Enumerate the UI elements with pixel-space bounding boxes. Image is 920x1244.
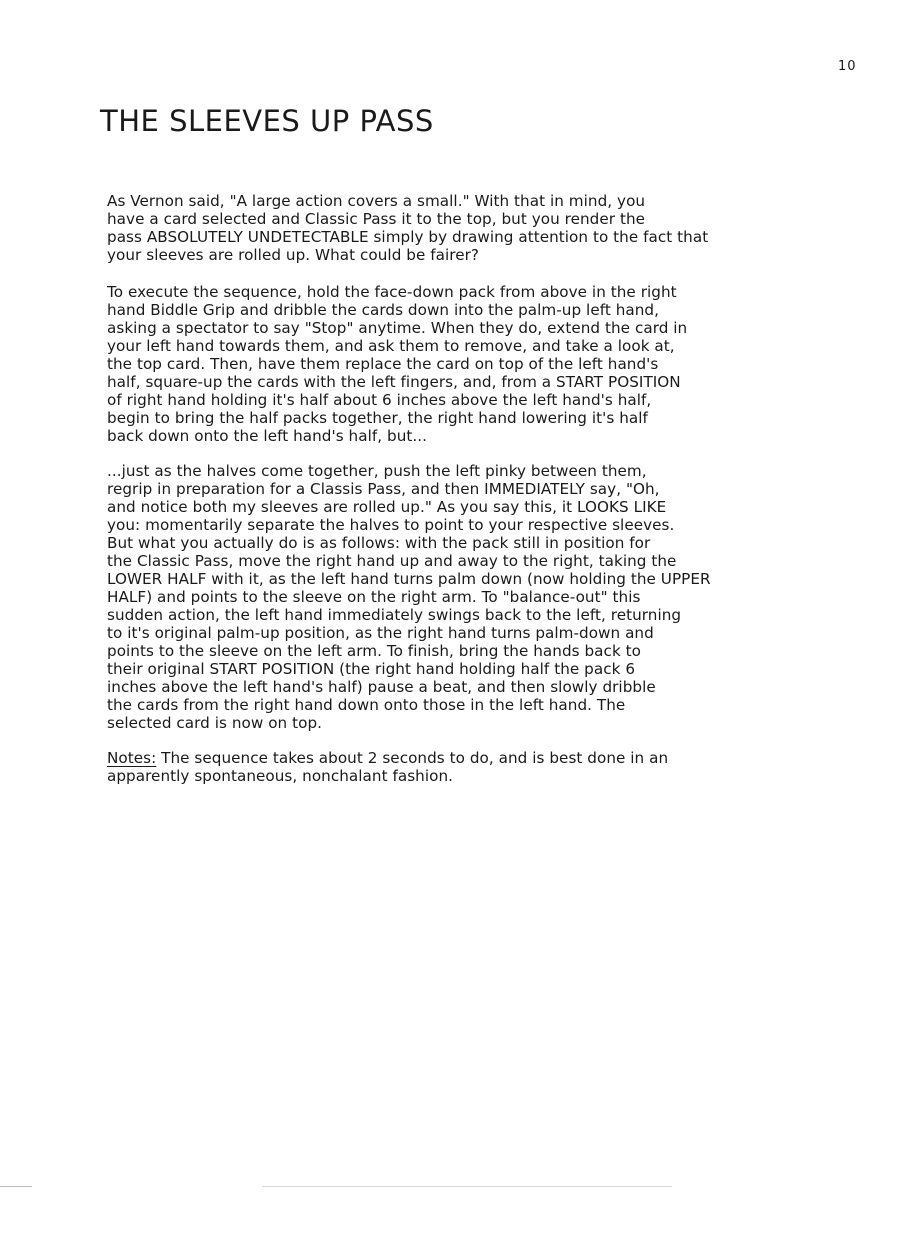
body-line: your left hand towards them, and ask them to remove, and take a look at, — [107, 337, 675, 355]
notes-text: The sequence takes about 2 seconds to do, and is best done in an — [156, 749, 669, 767]
body-line: But what you actually do is as follows: with the pack still in position for — [107, 534, 651, 552]
page-number: 10 — [838, 59, 857, 74]
body-line: ...just as the halves come together, push the left pinky between them, — [107, 462, 647, 480]
body-line: have a card selected and Classic Pass it to the top, but you render the — [107, 210, 646, 228]
body-line: their original START POSITION (the right hand holding half the pack 6 — [107, 660, 636, 678]
body-line: pass ABSOLUTELY UNDETECTABLE simply by drawing attention to the fact that — [107, 228, 709, 246]
scan-line-center — [262, 1186, 672, 1187]
body-line: As Vernon said, "A large action covers a small." With that in mind, you — [107, 192, 646, 210]
body-line: points to the sleeve on the left arm. To finish, bring the hands back to — [107, 642, 642, 660]
body-line: half, square-up the cards with the left fingers, and, from a START POSITION — [107, 373, 681, 391]
scan-line-left — [0, 1186, 32, 1187]
body-line: of right hand holding it's half about 6 inches above the left hand's half, — [107, 391, 652, 409]
body-line: HALF) and points to the sleeve on the right arm. To "balance-out" this — [107, 588, 641, 606]
body-line: asking a spectator to say "Stop" anytime. When they do, extend the card in — [107, 319, 688, 337]
body-line: begin to bring the half packs together, the right hand lowering it's half — [107, 409, 648, 427]
body-line: regrip in preparation for a Classis Pass, and then IMMEDIATELY say, "Oh, — [107, 480, 660, 498]
body-line: the Classic Pass, move the right hand up and away to the right, taking the — [107, 552, 677, 570]
notes-line — [107, 749, 668, 767]
body-line: the top card. Then, have them replace the card on top of the left hand's — [107, 355, 659, 373]
body-line: LOWER HALF with it, as the left hand turns palm down (now holding the UPPER — [107, 570, 711, 588]
body-line: sudden action, the left hand immediately swings back to the left, returning — [107, 606, 682, 624]
body-line: you: momentarily separate the halves to point to your respective sleeves. — [107, 516, 675, 534]
notes-label: Notes: — [107, 749, 157, 767]
body-line: apparently spontaneous, nonchalant fashion. — [107, 767, 454, 785]
body-line: and notice both my sleeves are rolled up." As you say this, it LOOKS LIKE — [107, 498, 667, 516]
body-line: hand Biddle Grip and dribble the cards down into the palm-up left hand, — [107, 301, 659, 319]
body-line: To execute the sequence, hold the face-down pack from above in the right — [107, 283, 677, 301]
body-line: inches above the left hand's half) pause a beat, and then slowly dribble — [107, 678, 656, 696]
body-line: your sleeves are rolled up. What could be fairer? — [107, 246, 480, 264]
page-title: THE SLEEVES UP PASS — [100, 104, 434, 138]
body-line: the cards from the right hand down onto those in the left hand. The — [107, 696, 626, 714]
body-line: selected card is now on top. — [107, 714, 323, 732]
body-line: to it's original palm-up position, as the right hand turns palm-down and — [107, 624, 654, 642]
body-line: back down onto the left hand's half, but... — [107, 427, 428, 445]
